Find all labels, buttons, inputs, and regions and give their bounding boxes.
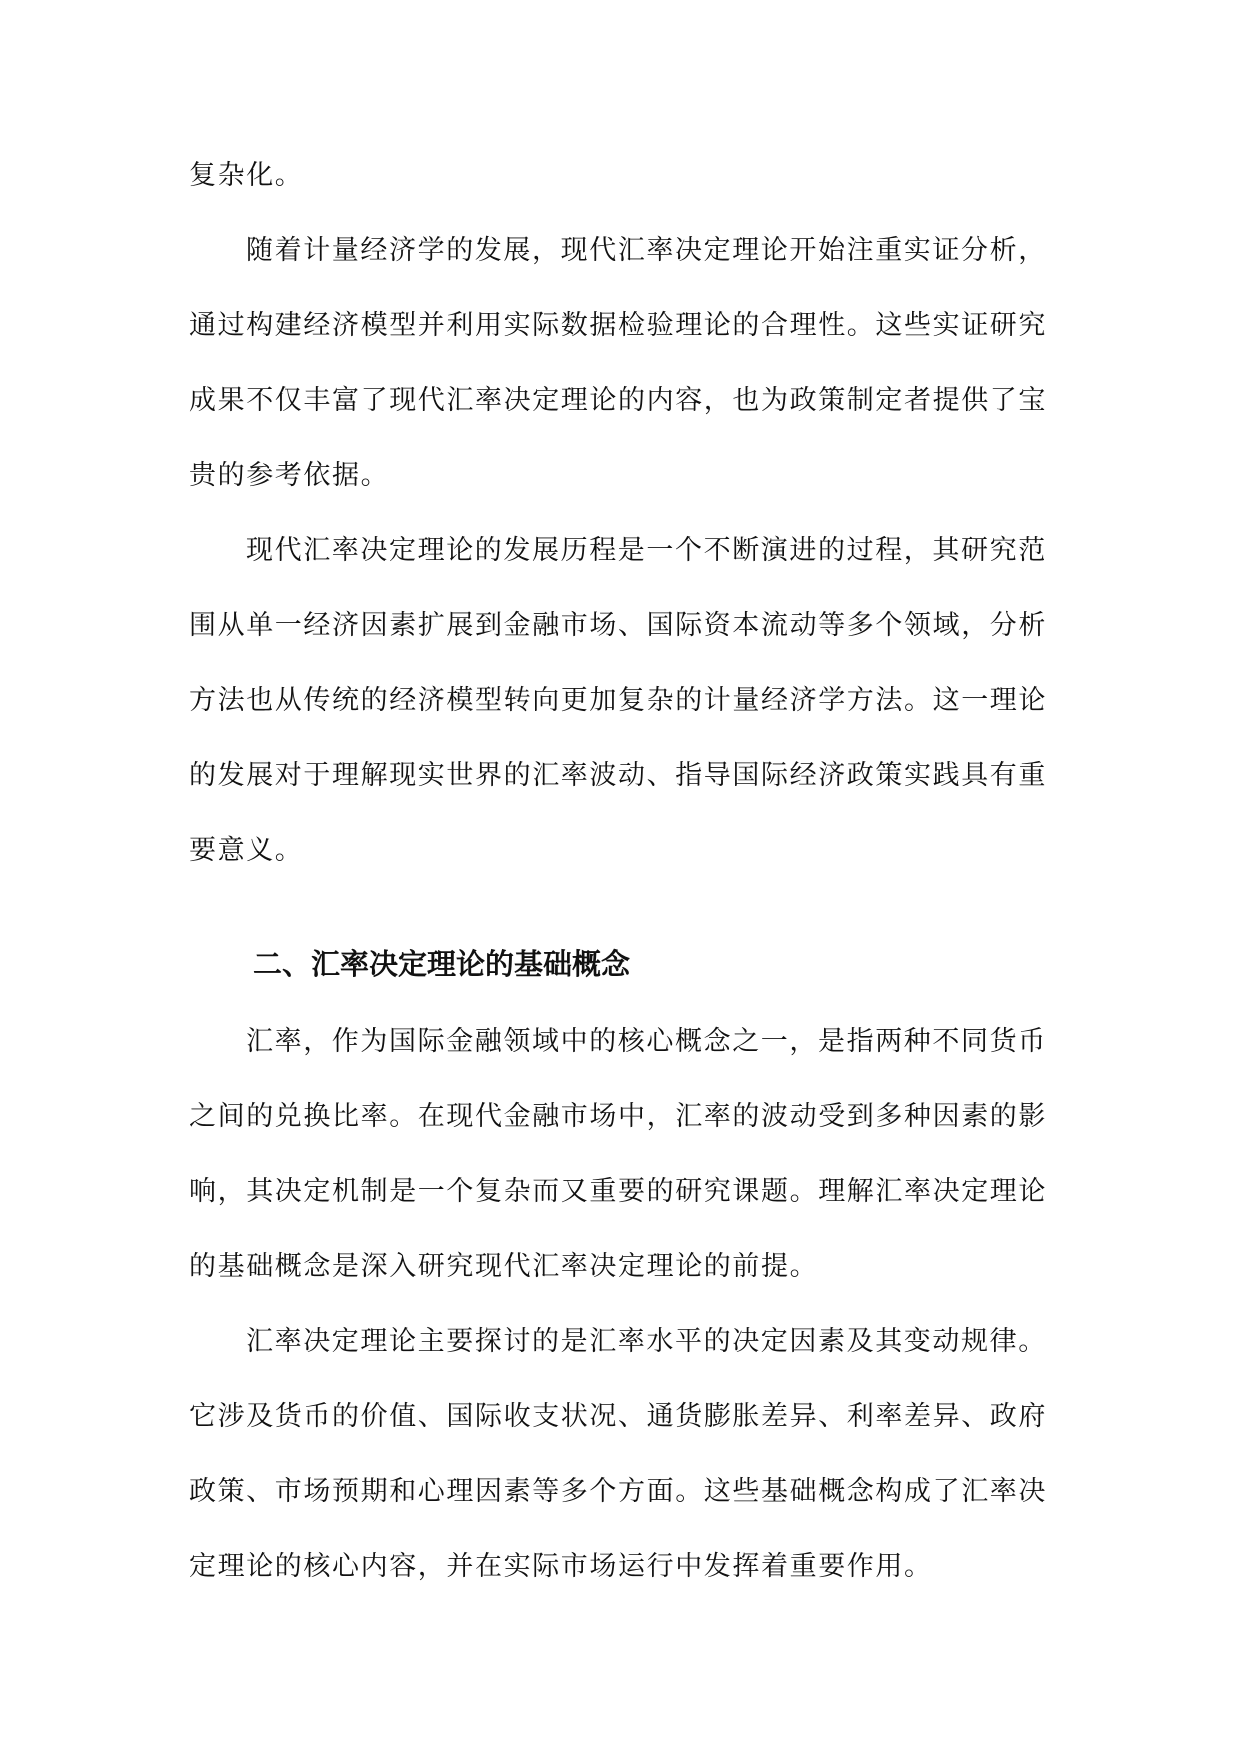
paragraph-line: 之间的兑换比率。在现代金融市场中，汇率的波动受到多种因素的影: [189, 1101, 1047, 1132]
paragraph-line: 方法也从传统的经济模型转向更加复杂的计量经济学方法。这一理论: [189, 685, 1047, 716]
paragraph-line: 汇率决定理论主要探讨的是汇率水平的决定因素及其变动规律。: [246, 1326, 1047, 1357]
paragraph-line: 政策、市场预期和心理因素等多个方面。这些基础概念构成了汇率决: [189, 1476, 1047, 1507]
paragraph-line: 响，其决定机制是一个复杂而又重要的研究课题。理解汇率决定理论: [189, 1176, 1047, 1207]
paragraph-line: 围从单一经济因素扩展到金融市场、国际资本流动等多个领域，分析: [189, 610, 1047, 641]
paragraph-line: 要意义。: [189, 835, 304, 866]
paragraph-line: 现代汇率决定理论的发展历程是一个不断演进的过程，其研究范: [246, 535, 1047, 566]
paragraph-line: 随着计量经济学的发展，现代汇率决定理论开始注重实证分析，: [246, 235, 1047, 266]
section-heading: 二、汇率决定理论的基础概念: [253, 947, 631, 981]
paragraph-line: 它涉及货币的价值、国际收支状况、通货膨胀差异、利率差异、政府: [189, 1401, 1047, 1432]
paragraph-line: 的发展对于理解现实世界的汇率波动、指导国际经济政策实践具有重: [189, 760, 1047, 791]
paragraph-line: 复杂化。: [189, 160, 304, 191]
paragraph-line: 通过构建经济模型并利用实际数据检验理论的合理性。这些实证研究: [189, 310, 1047, 341]
paragraph-line: 贵的参考依据。: [189, 460, 390, 491]
paragraph-line: 的基础概念是深入研究现代汇率决定理论的前提。: [189, 1251, 819, 1282]
paragraph-line: 成果不仅丰富了现代汇率决定理论的内容，也为政策制定者提供了宝: [189, 385, 1047, 416]
document-body: [189, 138, 1059, 1604]
paragraph-line: 汇率，作为国际金融领域中的核心概念之一，是指两种不同货币: [246, 1026, 1047, 1057]
paragraph-line: 定理论的核心内容，并在实际市场运行中发挥着重要作用。: [189, 1551, 933, 1582]
